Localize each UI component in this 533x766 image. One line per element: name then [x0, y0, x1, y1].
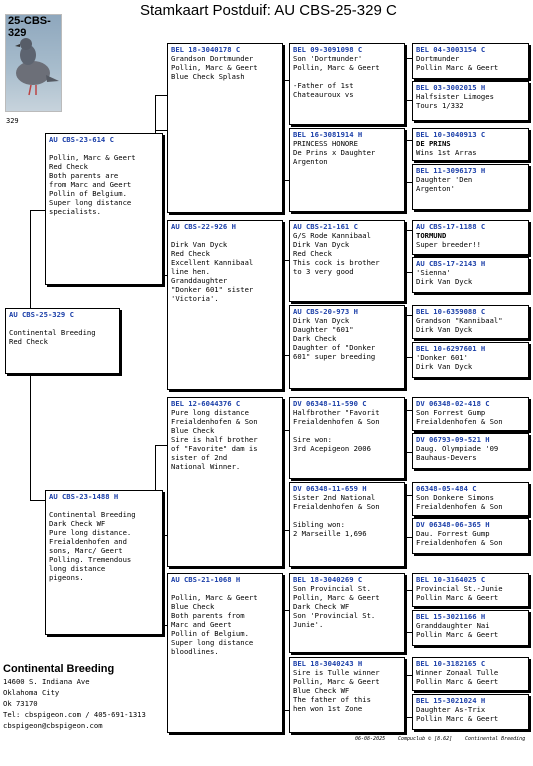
- card-line: bloodlines.: [171, 647, 219, 656]
- card-line: Blue Check Splash: [171, 72, 245, 81]
- card-line: Sibling won:: [293, 520, 345, 529]
- card-line: 'Donker 601': [416, 353, 468, 362]
- card-line: Dark Check: [293, 334, 337, 343]
- card-line: [171, 584, 279, 593]
- card-line: [293, 72, 401, 81]
- card-line: Daug. Olympiade '09: [416, 444, 499, 453]
- great-grandparent-card[interactable]: [289, 220, 405, 302]
- card-line: Wins 1st Arras: [416, 148, 477, 157]
- card-line: sister of 2nd: [171, 453, 228, 462]
- gg-grandparent-card[interactable]: [412, 81, 529, 121]
- ring-number: AU CBS-25-329 C: [9, 310, 74, 319]
- ring-number: AU CBS-21-1068 H: [171, 575, 241, 584]
- card-line: Sister 2nd National: [293, 493, 376, 502]
- grandparent-card[interactable]: [167, 397, 283, 567]
- mother-card[interactable]: [45, 490, 163, 635]
- gg-grandparent-card[interactable]: [412, 397, 529, 431]
- great-grandparent-card[interactable]: [289, 43, 405, 125]
- ring-number: DV 06348-11-659 H: [293, 484, 367, 493]
- card-line: PRINCESS HONORE: [293, 139, 358, 148]
- gg-grandparent-card[interactable]: [412, 257, 529, 293]
- card-line: to 3 very good: [293, 267, 354, 276]
- card-line: Pollin Marc & Geert: [416, 677, 499, 686]
- card-line: Daughter As-Trix: [416, 705, 486, 714]
- card-line: Pollin Marc & Geert: [416, 63, 499, 72]
- card-line: Chateauroux vs: [293, 90, 354, 99]
- connector: [30, 210, 31, 310]
- gg-grandparent-card[interactable]: [412, 305, 529, 339]
- card-line: Red Check: [9, 337, 48, 346]
- connector: [155, 95, 167, 96]
- ring-number: AU CBS-17-1188 C: [416, 222, 486, 231]
- ring-number: 06348-05-484 C: [416, 484, 477, 493]
- ring-number: BEL 15-3021024 H: [416, 696, 486, 705]
- card-line: "Donker 601" sister: [171, 285, 254, 294]
- card-line: line hen.: [171, 267, 210, 276]
- breeder-info: [3, 662, 146, 731]
- card-line: Dortmunder: [416, 54, 460, 63]
- card-line: Winner Zonaal Tulle: [416, 668, 499, 677]
- card-line: Pollin, Marc & Geert: [49, 153, 136, 162]
- card-line: Super breeder!!: [416, 240, 481, 249]
- card-line: pigeons.: [49, 573, 84, 582]
- card-line: Son 'Dortmunder': [293, 54, 363, 63]
- card-line: Pollin Marc & Geert: [416, 593, 499, 602]
- card-line: Red Check: [293, 249, 332, 258]
- ring-number: DV 06793-09-521 H: [416, 435, 490, 444]
- ring-number: BEL 11-3096173 H: [416, 166, 486, 175]
- card-line: Son Donkere Simons: [416, 493, 494, 502]
- card-line: Excellent Kannibaal: [171, 258, 254, 267]
- gg-grandparent-card[interactable]: [412, 610, 529, 646]
- card-line: Pollin Marc & Geert: [416, 714, 499, 723]
- card-line: [293, 426, 401, 435]
- card-line: Pollin, Marc & Geert: [171, 63, 258, 72]
- card-line: De Prins x Daughter: [293, 148, 376, 157]
- ring-number: BEL 18-3040243 H: [293, 659, 363, 668]
- ring-number: BEL 10-6359088 C: [416, 307, 486, 316]
- grandparent-card[interactable]: [167, 220, 283, 390]
- card-line: Daughter of "Donker: [293, 343, 376, 352]
- card-line: Dau. Forrest Gump: [416, 529, 490, 538]
- card-line: Continental Breeding: [49, 510, 136, 519]
- ring-number: BEL 16-3081914 H: [293, 130, 363, 139]
- card-line: Freialdenhofen & Son: [293, 417, 380, 426]
- ring-number: AU CBS-20-973 H: [293, 307, 358, 316]
- card-line: Argenton: [293, 157, 328, 166]
- breeder-name: Continental Breeding: [3, 663, 115, 675]
- gg-grandparent-card[interactable]: [412, 482, 529, 516]
- card-line: Blue Check WF: [293, 686, 350, 695]
- card-line: Grandson Dortmunder: [171, 54, 254, 63]
- footer-date: 06-08-2025: [355, 736, 386, 742]
- ring-number: BEL 10-3182165 C: [416, 659, 486, 668]
- ring-number: DV 06348-11-590 C: [293, 399, 367, 408]
- gg-grandparent-card[interactable]: [412, 433, 529, 469]
- card-line: -Father of 1st: [293, 81, 354, 90]
- connector: [30, 375, 31, 500]
- card-line: DE PRINS: [416, 139, 451, 148]
- card-line: Provincial St.-Junie: [416, 584, 503, 593]
- card-line: Pollin, Marc & Geert: [293, 63, 380, 72]
- card-line: G/S Rode Kannibaal: [293, 231, 371, 240]
- great-grandparent-card[interactable]: [289, 397, 405, 479]
- grandparent-card[interactable]: [167, 573, 283, 733]
- card-line: [9, 319, 116, 328]
- card-line: Pure long distance.: [49, 528, 132, 537]
- breeder-address-line: 14600 S. Indiana Ave: [3, 677, 90, 686]
- ring-number: BEL 09-3091098 C: [293, 45, 363, 54]
- connector: [155, 130, 167, 131]
- footer-software: Compuclub © [8.62]: [398, 736, 453, 742]
- ring-number: AU CBS-23-1488 H: [49, 492, 119, 501]
- card-line: Pollin, Marc & Geert: [171, 593, 258, 602]
- card-line: National Winner.: [171, 462, 241, 471]
- card-line: 601" super breeding: [293, 352, 376, 361]
- card-line: Both parents are: [49, 171, 119, 180]
- card-line: This cock is brother: [293, 258, 380, 267]
- card-line: 'Sienna': [416, 268, 451, 277]
- connector: [30, 500, 45, 501]
- card-line: Halfsister Limoges: [416, 92, 494, 101]
- card-line: Sire is Tulle winner: [293, 668, 380, 677]
- ring-number: AU CBS-17-2143 H: [416, 259, 486, 268]
- card-line: Dirk Van Dyck: [416, 325, 473, 334]
- card-line: Son Forrest Gump: [416, 408, 486, 417]
- card-line: Bauhaus-Devers: [416, 453, 477, 462]
- card-line: Pollin Marc & Geert: [416, 630, 499, 639]
- ring-number: AU CBS-23-614 C: [49, 135, 114, 144]
- card-line: 'Victoria'.: [171, 294, 219, 303]
- gg-grandparent-card[interactable]: [412, 164, 529, 210]
- card-line: Marc and Geert: [171, 620, 232, 629]
- ring-number: DV 06348-02-418 C: [416, 399, 490, 408]
- card-line: Daughter "601": [293, 325, 354, 334]
- card-line: Pollin, Marc & Geert: [293, 593, 380, 602]
- card-line: Grandson "Kannibaal": [416, 316, 503, 325]
- card-line: [49, 501, 159, 510]
- grandparent-card[interactable]: [167, 43, 283, 213]
- pedigree-subject-card[interactable]: [5, 308, 120, 374]
- card-line: Freialdenhofen and: [49, 537, 127, 546]
- ring-number: DV 06348-06-365 H: [416, 520, 490, 529]
- photo-ring-label: 25-CBS-329: [8, 15, 51, 39]
- card-line: Freialdenhofen & Son: [416, 502, 503, 511]
- card-line: Son Provincial St.: [293, 584, 371, 593]
- breeder-phone: Tel: cbspigeon.com / 405-691-1313: [3, 710, 146, 719]
- card-line: Freialdenhofen & Son: [416, 538, 503, 547]
- great-grandparent-card[interactable]: [289, 128, 405, 212]
- card-line: Sire won:: [293, 435, 332, 444]
- gg-grandparent-card[interactable]: [412, 518, 529, 554]
- father-card[interactable]: [45, 133, 163, 285]
- gg-grandparent-card[interactable]: [412, 694, 529, 730]
- card-line: Pollin, Marc & Geert: [293, 677, 380, 686]
- card-line: Red Check: [171, 249, 210, 258]
- pigeon-photo: [5, 14, 62, 112]
- ring-number: AU CBS-21-161 C: [293, 222, 358, 231]
- ring-number: AU CBS-22-926 H: [171, 222, 236, 231]
- card-line: Halfbrother "Favorit: [293, 408, 380, 417]
- card-line: [49, 144, 159, 153]
- ring-number: BEL 10-3164025 C: [416, 575, 486, 584]
- connector: [155, 445, 167, 446]
- card-line: [293, 511, 401, 520]
- card-line: Freialdenhofen & Son: [171, 417, 258, 426]
- card-line: Dirk Van Dyck: [293, 316, 350, 325]
- card-line: hen won 1st Zone: [293, 704, 363, 713]
- gg-grandparent-card[interactable]: [412, 43, 529, 79]
- card-line: Son 'Provincial St.: [293, 611, 376, 620]
- card-line: Pollin of Belgium.: [171, 629, 249, 638]
- ring-number: BEL 04-3003154 C: [416, 45, 486, 54]
- card-line: TORMUND: [416, 231, 447, 240]
- great-grandparent-card[interactable]: [289, 657, 405, 733]
- card-line: Red Check: [49, 162, 88, 171]
- card-line: Dirk Van Dyck: [171, 240, 228, 249]
- ring-number: BEL 12-6044376 C: [171, 399, 241, 408]
- card-line: Dark Check WF: [293, 602, 350, 611]
- card-line: Argenton': [416, 184, 455, 193]
- card-line: Sire is half brother: [171, 435, 258, 444]
- card-line: Dirk Van Dyck: [293, 240, 350, 249]
- ring-number: BEL 18-3040178 C: [171, 45, 241, 54]
- card-line: Polling. Tremendous: [49, 555, 132, 564]
- card-line: Pure long distance: [171, 408, 249, 417]
- ring-number: BEL 18-3040269 C: [293, 575, 363, 584]
- gg-grandparent-card[interactable]: [412, 657, 529, 691]
- card-line: sons, Marc/ Geert: [49, 546, 123, 555]
- great-grandparent-card[interactable]: [289, 573, 405, 653]
- photo-number: 329: [6, 117, 19, 125]
- ring-number: BEL 15-3021166 H: [416, 612, 486, 621]
- card-line: [171, 231, 279, 240]
- gg-grandparent-card[interactable]: [412, 220, 529, 255]
- card-line: Daughter 'Den: [416, 175, 473, 184]
- ring-number: BEL 03-3002015 H: [416, 83, 486, 92]
- card-line: from Marc and Geert: [49, 180, 132, 189]
- great-grandparent-card[interactable]: [289, 305, 405, 389]
- card-line: Freialdenhofen & Son: [293, 502, 380, 511]
- card-line: Blue Check: [171, 602, 215, 611]
- card-line: long distance: [49, 564, 106, 573]
- card-line: Continental Breeding: [9, 328, 96, 337]
- card-line: Pollin of Belgium.: [49, 189, 127, 198]
- footer-name: Continental Breeding: [465, 736, 526, 742]
- connector: [30, 210, 45, 211]
- card-line: Freialdenhofen & Son: [416, 417, 503, 426]
- card-line: of "Favorite" dam is: [171, 444, 258, 453]
- gg-grandparent-card[interactable]: [412, 128, 529, 161]
- card-line: Super long distance: [49, 198, 132, 207]
- card-line: Tours 1/332: [416, 101, 464, 110]
- page-title: Stamkaart Postduif: AU CBS-25-329 C: [140, 2, 397, 19]
- card-line: Both parents from: [171, 611, 245, 620]
- gg-grandparent-card[interactable]: [412, 573, 529, 607]
- ring-number: BEL 10-6297601 H: [416, 344, 486, 353]
- ring-number: BEL 10-3040913 C: [416, 130, 486, 139]
- card-line: 2 Marseille 1,696: [293, 529, 367, 538]
- card-line: Dirk Van Dyck: [416, 277, 473, 286]
- card-line: Junie'.: [293, 620, 324, 629]
- card-line: specialists.: [49, 207, 101, 216]
- card-line: Granddaughter Nai: [416, 621, 490, 630]
- card-line: The father of this: [293, 695, 371, 704]
- breeder-email: cbspigeon@cbspigeon.com: [3, 721, 103, 730]
- gg-grandparent-card[interactable]: [412, 342, 529, 378]
- breeder-address-line: Oklahoma City: [3, 688, 60, 697]
- card-line: Dirk Van Dyck: [416, 362, 473, 371]
- card-line: Blue Check: [171, 426, 215, 435]
- card-line: Dark Check WF: [49, 519, 106, 528]
- pigeon-silhouette-icon: [6, 15, 61, 111]
- card-line: 3rd Acepigeon 2006: [293, 444, 371, 453]
- card-line: Granddaughter: [171, 276, 228, 285]
- card-line: Super long distance: [171, 638, 254, 647]
- breeder-address-line: Ok 73170: [3, 699, 38, 708]
- great-grandparent-card[interactable]: [289, 482, 405, 567]
